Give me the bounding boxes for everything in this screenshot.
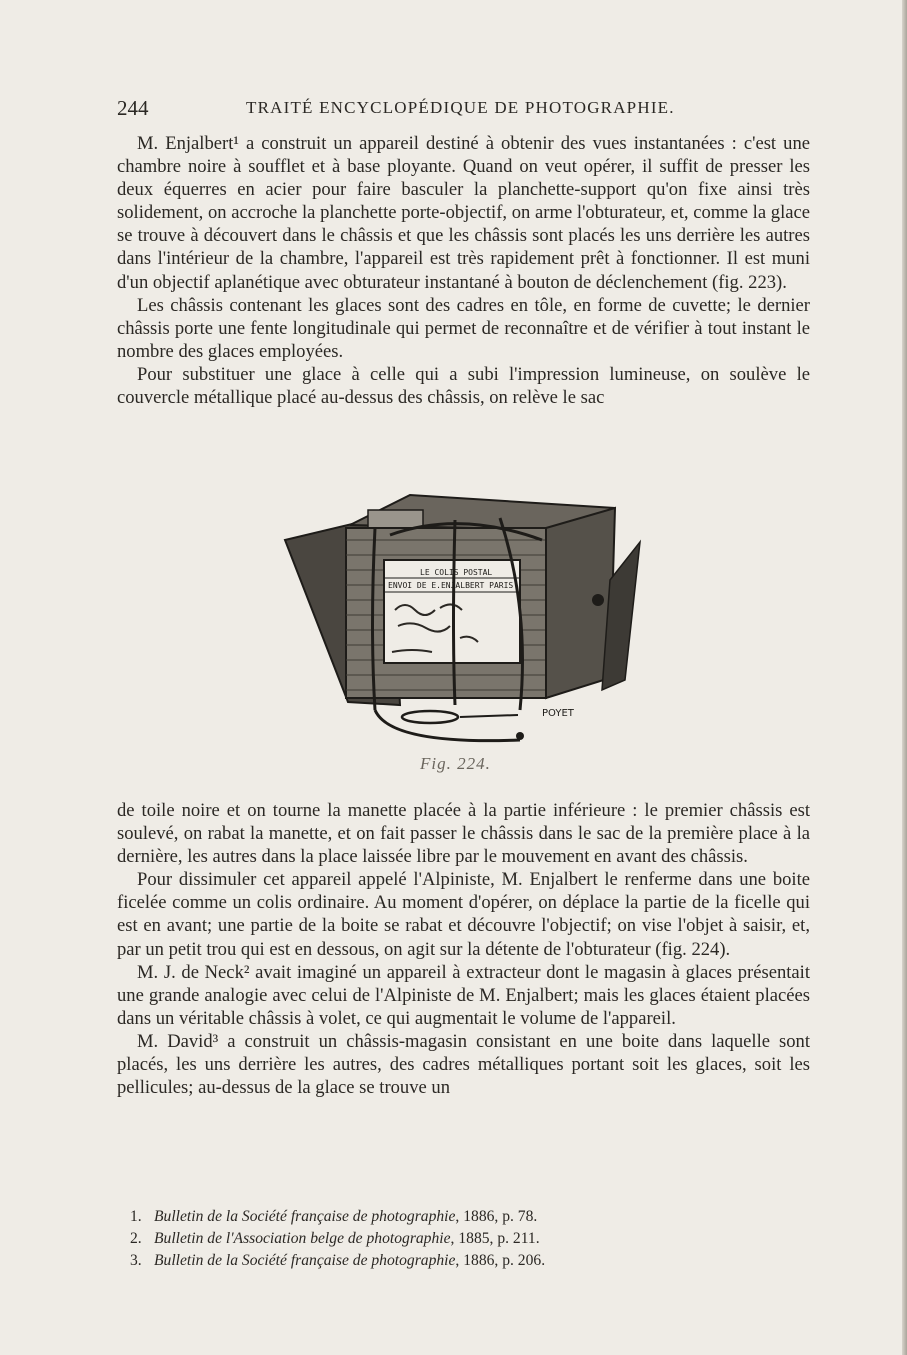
running-title: TRAITÉ ENCYCLOPÉDIQUE DE PHOTOGRAPHIE.	[246, 98, 675, 117]
page-header	[117, 96, 810, 120]
figure-caption: Fig. 224.	[420, 754, 491, 773]
label-line1: LE COLIS POSTAL	[420, 568, 493, 577]
footnote	[130, 1206, 810, 1228]
footnote-source: Bulletin de la Société française de photographie	[154, 1252, 456, 1269]
text-block-bottom	[117, 799, 810, 1099]
footnote-number: 2.	[130, 1230, 142, 1247]
footnote-details: , 1886, p. 206.	[455, 1252, 546, 1269]
paragraph: M. J. de Neck² avait imaginé un appareil à extracteur dont le magasin à glaces présentait une grande analogie avec celui de l'Alpiniste de M. Enjalbert; mais les glaces étaient placées dans un véritable châssis à volet, ce qui augmentait le volume de l'appareil.	[117, 961, 810, 1029]
paragraph: M. Enjalbert¹ a construit un appareil destiné à obtenir des vues instantanées : c'est une chambre noire à soufflet et à base ployante. Quand on veut opérer, il suffit de presser les deux équerres en acier pour faire basculer la planchette-support qu'on fixe ainsi très solidement, on accroche la planchette porte-objectif, on arme l'obturateur, et, comme la glace se trouve à découvert dans le châssis et que les châssis sont placés les uns derrière les autres dans l'intérieur de la chambre, l'appareil est très rapidement prêt à fonctionner. Il est muni d'un objectif aplanétique avec obturateur instantané à bouton de déclenchement (fig. 223).	[117, 133, 810, 293]
footnote-number: 1.	[130, 1208, 142, 1225]
footnote-source: Bulletin de l'Association belge de photographie	[154, 1230, 451, 1247]
footnote	[130, 1228, 810, 1250]
footnote-source: Bulletin de la Société française de photographie	[154, 1208, 456, 1225]
camera-parcel-illustration	[280, 480, 650, 780]
footnote-details: , 1886, p. 78.	[455, 1208, 538, 1225]
footnotes	[130, 1206, 810, 1272]
paragraph: Pour dissimuler cet appareil appelé l'Alpiniste, M. Enjalbert le renferme dans une boite ficelée comme un colis ordinaire. Au moment d'opérer, on déplace la partie de la ficelle qui est en avant; une partie de la boite se rabat et découvre l'objectif; on vise l'objet à saisir, et, par un petit trou qui est en dessous, on agit sur la détente de l'obturateur (fig. 224).	[117, 869, 810, 960]
footnote-details: , 1885, p. 211.	[450, 1230, 540, 1247]
footnote-number: 3.	[130, 1252, 142, 1269]
paragraph: de toile noire et on tourne la manette placée à la partie inférieure : le premier châssis est soulevé, on rabat la manette, et on fait passer le châssis dans le sac de la première place à la dernière, les autres dans la place laissée libre par le mouvement en avant des châssis.	[117, 800, 810, 868]
engraver-signature: POYET	[542, 708, 574, 719]
figure-camera-parcel	[280, 480, 650, 780]
paragraph: Les châssis contenant les glaces sont des cadres en tôle, en forme de cuvette; le dernier châssis porte une fente longitudinale qui permet de reconnaître et de vérifier à tout instant le nombre des glaces employées.	[117, 294, 810, 362]
paragraph: M. David³ a construit un châssis-magasin consistant en une boite dans laquelle sont placés, les uns derrière les autres, des cadres métalliques portant soit les glaces, soit les pellicules; au-dessus de la glace se trouve un	[117, 1030, 810, 1099]
label-line2: ENVOI DE E.ENJALBERT PARIS	[388, 581, 514, 590]
footnote	[130, 1250, 810, 1272]
paragraph: Pour substituer une glace à celle qui a subi l'impression lumineuse, on soulève le couvercle métallique placé au-dessus des châssis, on relève le sac	[117, 363, 810, 409]
page-number: 244	[117, 96, 149, 120]
page-edge	[902, 0, 907, 1355]
text-block-top	[117, 132, 810, 409]
